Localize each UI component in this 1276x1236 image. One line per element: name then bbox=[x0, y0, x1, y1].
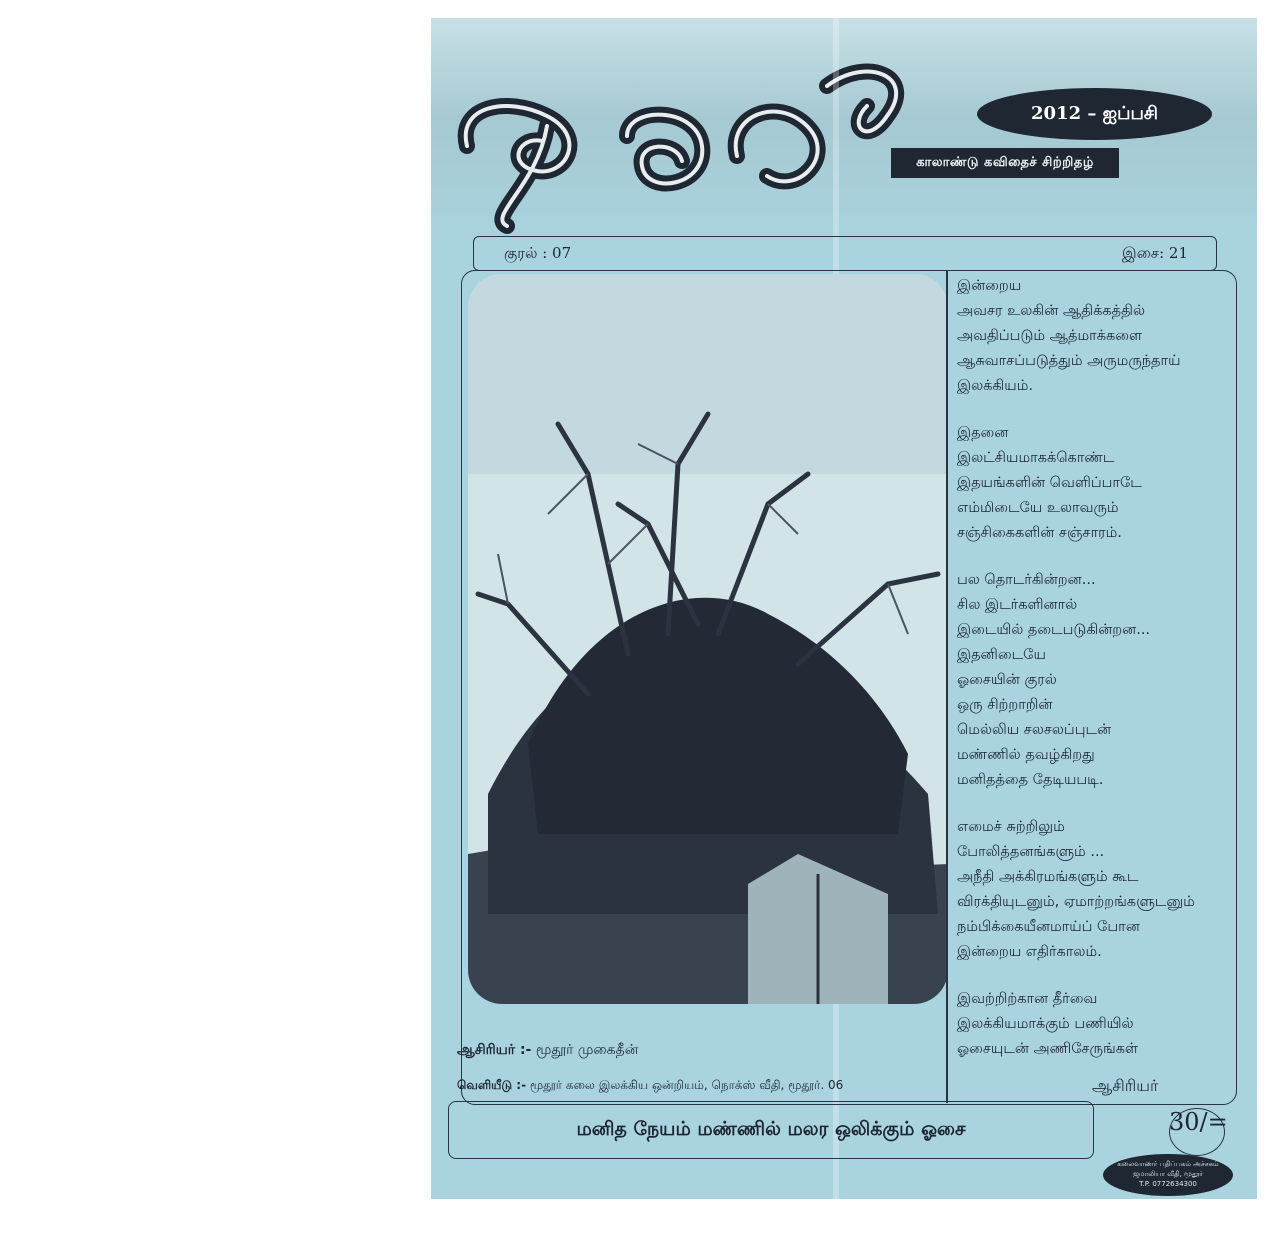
poem-line: ஒரு சிற்றாறின் bbox=[957, 697, 1053, 713]
volume-label: குரல் : 07 bbox=[504, 244, 572, 262]
publisher-label: வெளியீடு :- bbox=[457, 1078, 527, 1092]
poem-line: இலட்சியமாகக்கொண்ட bbox=[957, 450, 1115, 466]
editor-credit bbox=[457, 1042, 638, 1060]
stamp-line: ஜமாலியா வீதி, மூதூர் bbox=[1133, 1170, 1203, 1178]
poem-line: இன்றைய எதிர்காலம். bbox=[957, 944, 1102, 960]
poem-line: சில இடர்களினால் bbox=[957, 597, 1078, 613]
editorial-poem bbox=[957, 274, 1247, 1084]
poem-stanza bbox=[957, 568, 1247, 793]
poem-line: இன்றைய bbox=[957, 278, 1022, 294]
poem-stanza bbox=[957, 274, 1247, 399]
poem-line: ஓசையுடன் அணிசேருங்கள் bbox=[957, 1041, 1139, 1057]
column-divider bbox=[946, 270, 948, 1103]
publisher-credit bbox=[457, 1078, 843, 1094]
poem-line: ஆசுவாசப்படுத்தும் அருமருந்தாய் bbox=[957, 353, 1181, 369]
poem-line: இலக்கியமாக்கும் பணியில் bbox=[957, 1016, 1134, 1032]
poem-line: மனிதத்தை தேடியபடி. bbox=[957, 772, 1104, 788]
poem-line: எம்மிடையே உலாவரும் bbox=[957, 500, 1119, 516]
poem-line: இதனை bbox=[957, 425, 1009, 441]
poem-line: இவற்றிற்கான தீர்வை bbox=[957, 991, 1098, 1007]
publisher-name: மூதூர் கலை இலக்கிய ஒன்றியம், நொக்ஸ் வீதி, மூதூர். 06 bbox=[529, 1078, 844, 1092]
issue-info-bar bbox=[473, 236, 1217, 271]
poem-line: சஞ்சிகைகளின் சஞ்சாரம். bbox=[957, 525, 1122, 541]
stamp-line: T.P. 0772634300 bbox=[1139, 1180, 1197, 1188]
poem-line: இடையில் தடைபடுகின்றன... bbox=[957, 622, 1151, 638]
stamp-line: கலைவாணர் பதிப்பகம் அச்சகம் bbox=[1117, 1160, 1219, 1168]
poem-stanza bbox=[957, 987, 1247, 1062]
magazine-cover bbox=[431, 18, 1257, 1199]
poem-line: அவசர உலகின் ஆதிக்கத்தில் bbox=[957, 303, 1145, 319]
poem-line: இதனிடையே bbox=[957, 647, 1046, 663]
editor-name: மூதூர் முகைதீன் bbox=[535, 1042, 639, 1058]
issue-number-label: இசை: 21 bbox=[1122, 244, 1188, 262]
poem-line: அநீதி அக்கிரமங்களும் கூட bbox=[957, 869, 1139, 885]
poem-line: ஓசையின் குரல் bbox=[957, 672, 1057, 688]
poem-line: விரக்தியுடனும், ஏமாற்றங்களுடனும் bbox=[957, 894, 1195, 910]
editor-signature: ஆசிரியர் bbox=[1092, 1076, 1159, 1095]
poem-line: அவதிப்படும் ஆத்மாக்களை bbox=[957, 328, 1143, 344]
poem-line: எமைச் சுற்றிலும் bbox=[957, 819, 1065, 835]
printer-stamp bbox=[1103, 1154, 1233, 1196]
poem-line: போலித்தனங்களும் ... bbox=[957, 844, 1105, 860]
slogan-box: மனித நேயம் மண்ணில் மலர ஒலிக்கும் ஓசை bbox=[448, 1101, 1094, 1159]
price-label: 30/= bbox=[1169, 1108, 1228, 1136]
poem-stanza bbox=[957, 421, 1247, 546]
poem-line: இலக்கியம். bbox=[957, 378, 1034, 394]
uprooted-tree-photo bbox=[468, 274, 948, 1004]
poem-stanza bbox=[957, 815, 1247, 965]
masthead-banner bbox=[431, 18, 1257, 243]
poem-line: இதயங்களின் வெளிப்பாடே bbox=[957, 475, 1142, 491]
magazine-logo bbox=[447, 46, 927, 236]
poem-line: மண்ணில் தவழ்கிறது bbox=[957, 747, 1095, 763]
poem-line: பல தொடர்கின்றன... bbox=[957, 572, 1096, 588]
editor-label: ஆசிரியர் :- bbox=[457, 1042, 532, 1058]
poem-line: நம்பிக்கையீனமாய்ப் போன bbox=[957, 919, 1140, 935]
magazine-subtitle: காலாண்டு கவிதைச் சிற்றிதழ் bbox=[891, 148, 1119, 178]
poem-line: மெல்லிய சலசலப்புடன் bbox=[957, 722, 1112, 738]
issue-date-badge: 2012 – ஐப்பசி bbox=[977, 88, 1212, 140]
